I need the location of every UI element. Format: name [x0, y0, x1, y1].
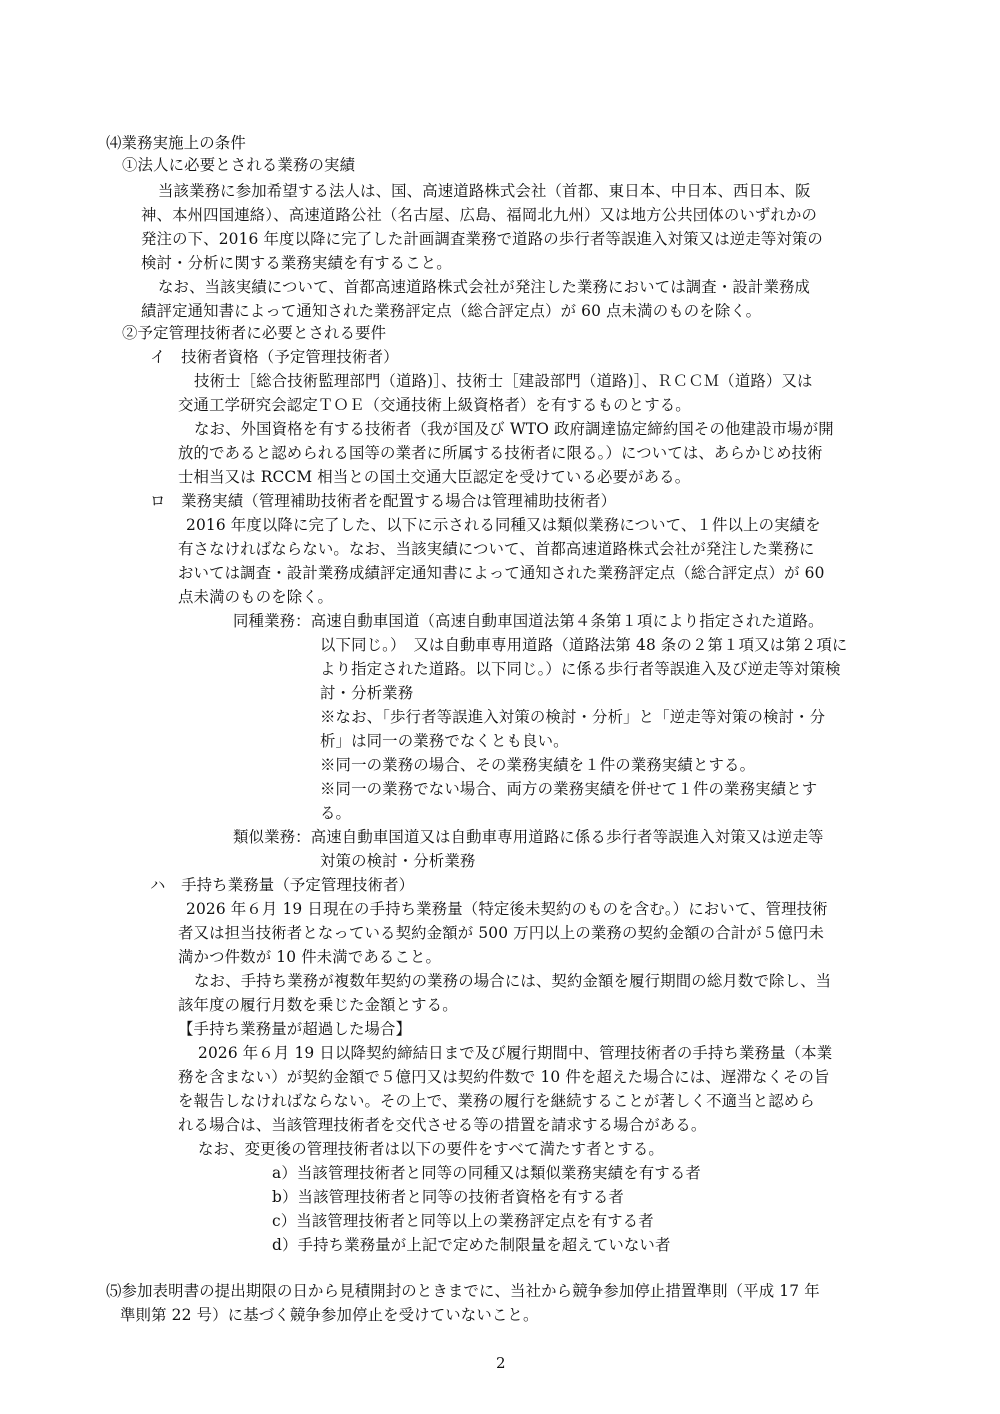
- text-line: 該年度の履行月数を乗じた金額とする。: [178, 996, 458, 1014]
- text-line: る。: [320, 804, 352, 822]
- text-line: 2026 年６月 19 日以降契約締結日まで及び履行期間中、管理技術者の手持ち業務量（本業: [198, 1044, 833, 1062]
- text-line: 2016 年度以降に完了した、以下に示される同種又は類似業務について、１件以上の実績を: [186, 516, 821, 534]
- text-line: 績評定通知書によって通知された業務評定点（総合評定点）が 60 点未満のものを除く。: [141, 302, 762, 320]
- note-line: ※同一の業務でない場合、両方の業務実績を併せて１件の業務実績とす: [320, 780, 818, 798]
- subitem-ro-heading: ロ 業務実績（管理補助技術者を配置する場合は管理補助技術者）: [150, 492, 617, 510]
- requirement-d: d）手持ち業務量が上記で定めた制限量を超えていない者: [272, 1236, 671, 1254]
- text-line: 発注の下、2016 年度以降に完了した計画調査業務で道路の歩行者等誤進入対策又は逆走等対策の: [141, 230, 823, 248]
- text-line: 放的であると認められる国等の業者に所属する技術者に限る。）については、あらかじめ技術: [178, 444, 823, 462]
- text-line: 交通工学研究会認定ＴＯＥ（交通技術上級資格者）を有するものとする。: [178, 396, 691, 414]
- text-line: なお、外国資格を有する技術者（我が国及び WTO 政府調達協定締約国その他建設市場が開: [194, 420, 834, 438]
- text-line: おいては調査・設計業務成績評定通知書によって通知された業務評定点（総合評定点）が 60: [178, 564, 825, 582]
- item-2-heading: ②予定管理技術者に必要とされる要件: [122, 324, 387, 342]
- text-line: 神、本州四国連絡）、高速道路公社（名古屋、広島、福岡北九州）又は地方公共団体のいずれかの: [141, 206, 818, 224]
- text-line: れる場合は、当該管理技術者を交代させる等の措置を請求する場合がある。: [178, 1116, 707, 1134]
- item-1-heading: ①法人に必要とされる業務の実績: [122, 156, 356, 174]
- similar-work-line: 類似業務：高速自動車国道又は自動車専用道路に係る歩行者等誤進入対策又は逆走等: [233, 828, 824, 846]
- text-line: 検討・分析に関する業務実績を有すること。: [141, 254, 452, 272]
- text-line: 士相当又は RCCM 相当との国土交通大臣認定を受けている必要がある。: [178, 468, 691, 486]
- note-line: ※同一の業務の場合、その業務実績を１件の業務実績とする。: [320, 756, 756, 774]
- text-line: 当該業務に参加希望する法人は、国、高速道路株式会社（首都、東日本、中日本、西日本、阪: [158, 182, 811, 200]
- excess-case-heading: 【手持ち業務量が超過した場合】: [178, 1020, 412, 1038]
- text-line: を報告しなければならない。その上で、業務の履行を継続することが著しく不適当と認めら: [178, 1092, 815, 1110]
- requirement-b: b）当該管理技術者と同等の技術者資格を有する者: [272, 1188, 624, 1206]
- text-line: 有さなければならない。なお、当該実績について、首都高速道路株式会社が発注した業務に: [178, 540, 815, 558]
- text-line: 析」は同一の業務でなくとも良い。: [320, 732, 569, 750]
- text-line: 以下同じ。） 又は自動車専用道路（道路法第 48 条の２第１項又は第２項に: [320, 636, 848, 654]
- page-number: 2: [496, 1354, 506, 1372]
- text-line: より指定された道路。以下同じ。）に係る歩行者等誤進入及び逆走等対策検: [320, 660, 841, 678]
- requirement-a: a）当該管理技術者と同等の同種又は類似業務実績を有する者: [272, 1164, 701, 1182]
- text-line: 者又は担当技術者となっている契約金額が 500 万円以上の業務の契約金額の合計が５億円未: [178, 924, 824, 942]
- text-line: 2026 年６月 19 日現在の手持ち業務量（特定後未契約のものを含む。）において、管理技術: [186, 900, 828, 918]
- text-line: なお、当該実績について、首都高速道路株式会社が発注した業務においては調査・設計業務成: [158, 278, 811, 296]
- text-line: 準則第 22 号）に基づく競争参加停止を受けていないこと。: [120, 1306, 539, 1324]
- text-line: 討・分析業務: [320, 684, 414, 702]
- section-5-line: ⑸参加表明書の提出期限の日から見積開封のときまでに、当社から競争参加停止措置準則（平成 17 年: [106, 1282, 820, 1300]
- text-line: 点未満のものを除く。: [178, 588, 334, 606]
- requirement-c: c）当該管理技術者と同等以上の業務評定点を有する者: [272, 1212, 654, 1230]
- text-line: 務を含まない）が契約金額で５億円又は契約件数で 10 件を超えた場合には、遅滞なくその旨: [178, 1068, 830, 1086]
- text-line: 対策の検討・分析業務: [320, 852, 476, 870]
- text-line: なお、手持ち業務が複数年契約の業務の場合には、契約金額を履行期間の総月数で除し、当: [194, 972, 832, 990]
- section-4-heading: ⑷業務実施上の条件: [106, 134, 246, 152]
- subitem-ha-heading: ハ 手持ち業務量（予定管理技術者）: [150, 876, 415, 894]
- text-line: 技術士［総合技術監理部門（道路)］、技術士［建設部門（道路)］、ＲＣＣＭ（道路）又は: [194, 372, 813, 390]
- text-line: なお、変更後の管理技術者は以下の要件をすべて満たす者とする。: [198, 1140, 664, 1158]
- subitem-i-heading: イ 技術者資格（予定管理技術者）: [150, 348, 399, 366]
- note-line: ※なお、「歩行者等誤進入対策の検討・分析」と「逆走等対策の検討・分: [320, 708, 826, 726]
- text-line: 満かつ件数が 10 件未満であること。: [178, 948, 442, 966]
- same-type-work-line: 同種業務：高速自動車国道（高速自動車国道法第４条第１項により指定された道路。: [233, 612, 824, 630]
